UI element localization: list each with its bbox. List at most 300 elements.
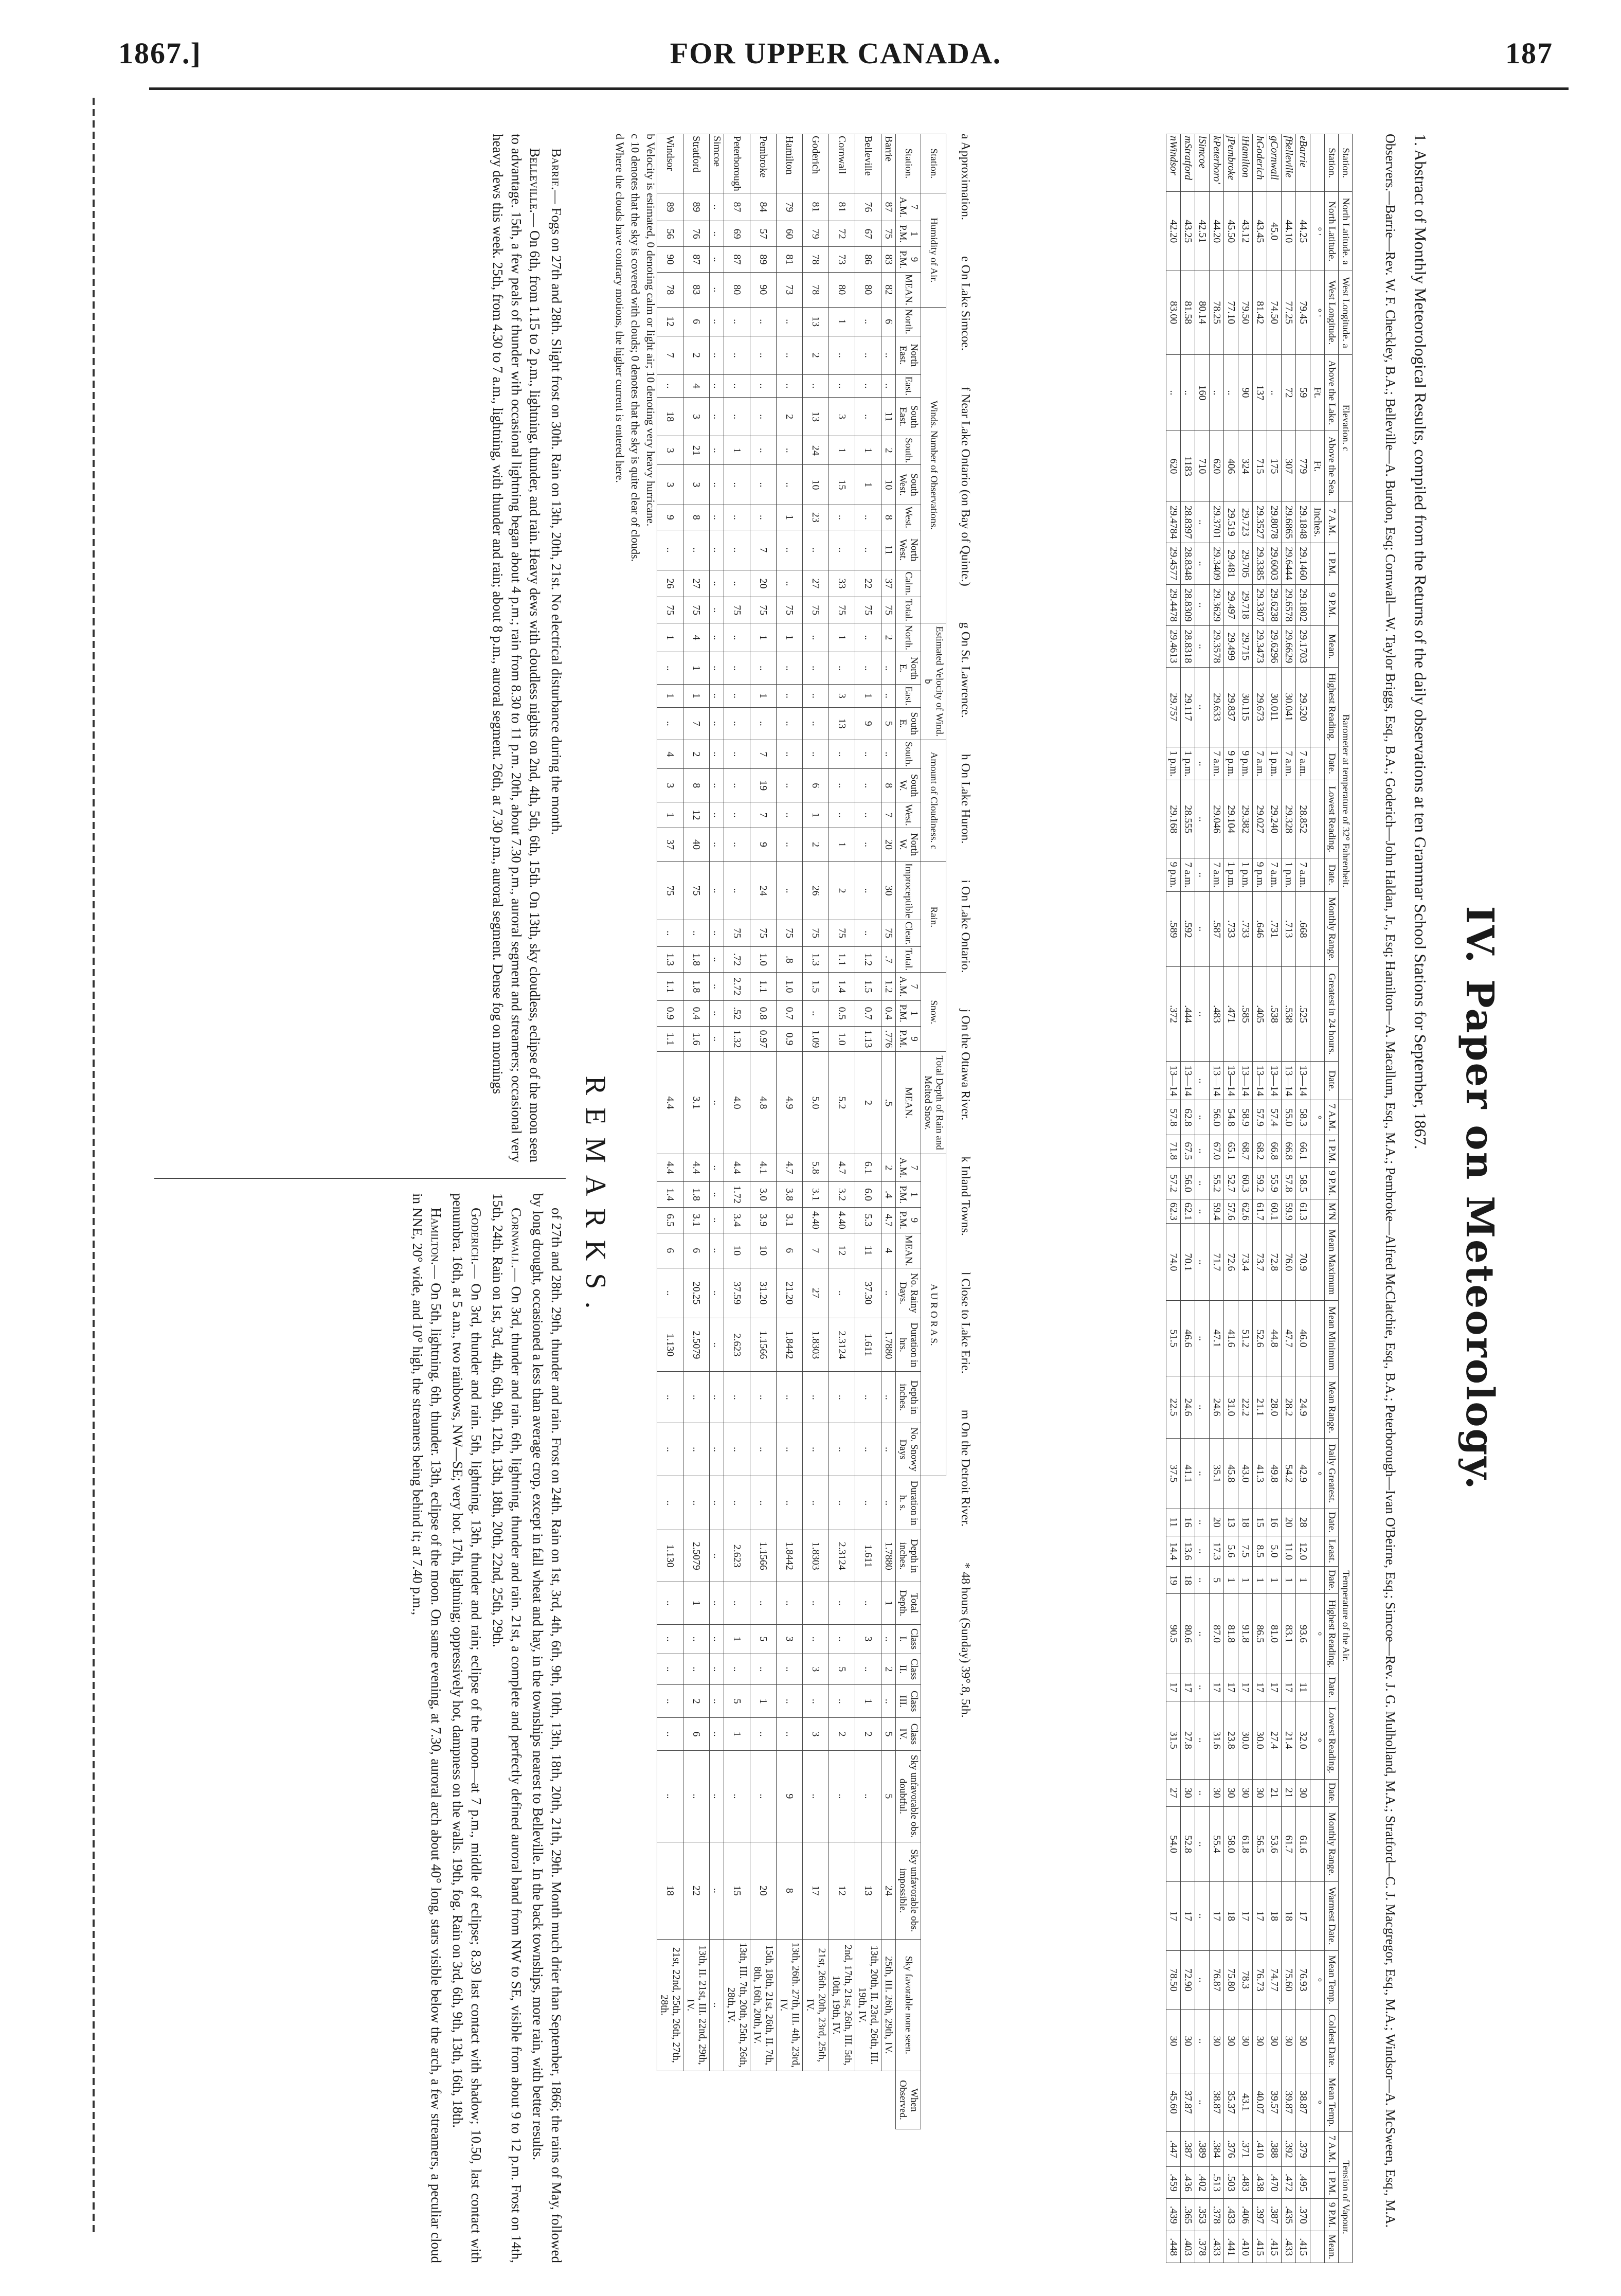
table-cell: 5.2 xyxy=(829,1052,855,1154)
table1-column-header: Mean. xyxy=(1325,626,1339,668)
table-cell: 29.633 xyxy=(1210,667,1224,747)
table-cell: 29.3527 xyxy=(1253,501,1267,543)
table-cell: 30.041 xyxy=(1282,667,1296,747)
table-cell: 1 p.m. xyxy=(1238,858,1253,891)
table-row xyxy=(1166,134,1181,2263)
table1-unit-cell xyxy=(1310,1167,1325,1199)
table-cell: .. xyxy=(855,828,881,862)
table-cell: 7 a.m. xyxy=(1181,858,1195,891)
table-cell: 1.3 xyxy=(803,946,829,973)
table-cell: 2.623 xyxy=(724,1530,750,1582)
table2-column-header: 1 P.M. xyxy=(896,221,921,247)
table-cell: 1.5 xyxy=(855,973,881,1001)
table-cell: .. xyxy=(1195,1807,1210,1882)
table-cell: .. xyxy=(855,768,881,802)
table-cell: 71.7 xyxy=(1210,1224,1224,1301)
table-cell: 44.25 xyxy=(1296,192,1310,271)
table1-column-header: Above the Lake. xyxy=(1325,354,1339,431)
table-cell: 5 xyxy=(881,707,896,740)
table-cell: 72.8 xyxy=(1267,1224,1282,1301)
table-cell: .. xyxy=(710,597,724,623)
table-cell: 29.382 xyxy=(1238,780,1253,858)
table-cell: 1 xyxy=(881,1582,896,1625)
header-page-number: 187 xyxy=(1505,37,1553,70)
table-cell: 41.6 xyxy=(1224,1301,1238,1376)
table1-group-header: Tension of Vapour. xyxy=(1339,2132,1353,2263)
table-cell: 20 xyxy=(750,1842,777,1940)
table-cell: 8 xyxy=(683,505,710,530)
table-cell: 42.9 xyxy=(1296,1439,1310,1509)
table-cell: .. xyxy=(724,685,750,707)
table1-column-header: 7 A.M. xyxy=(1325,1100,1339,1135)
table1-column-header: 9 P.M. xyxy=(1325,1167,1339,1199)
table1-column-header: 7 A.M. xyxy=(1325,501,1339,543)
table-cell: 1183 xyxy=(1181,431,1195,501)
header-year: 1867.] xyxy=(118,37,202,70)
table-cell: 72 xyxy=(829,221,855,247)
table2-column-header: Improceptible xyxy=(896,862,921,920)
table-cell: 67.5 xyxy=(1181,1135,1195,1167)
table-cell: 75 xyxy=(657,862,683,920)
table-row xyxy=(657,134,683,2129)
table-cell: 31.5 xyxy=(1166,1701,1181,1779)
table1-unit-cell xyxy=(1310,134,1325,192)
table-cell: 87.0 xyxy=(1210,1594,1224,1674)
table1-column-header: Station. xyxy=(1325,134,1339,192)
table-cell: 29.6238 xyxy=(1267,584,1282,626)
footnote-item: k Inland Towns. xyxy=(959,1156,972,1236)
table-cell: .. xyxy=(724,623,750,652)
table-cell: .733 xyxy=(1224,891,1238,966)
table-cell: 31.6 xyxy=(1210,1701,1224,1779)
table-cell: 12 xyxy=(657,307,683,336)
remark-paragraph xyxy=(408,1193,445,2263)
table-cell: 4.1 xyxy=(750,1154,777,1182)
table-cell: .. xyxy=(1195,1100,1210,1135)
table-cell: .. xyxy=(724,336,750,374)
table-cell: .. xyxy=(750,1582,777,1625)
table-cell: 15 xyxy=(724,1842,750,1940)
table-cell: .733 xyxy=(1238,891,1253,966)
table-cell: 11 xyxy=(1296,1674,1310,1701)
table-cell: .. xyxy=(724,465,750,505)
table-row xyxy=(1210,134,1224,2263)
table-cell: 6 xyxy=(777,1233,803,1268)
table-cell: .. xyxy=(1195,543,1210,585)
table-cell: .. xyxy=(777,1685,803,1718)
table-cell: 4.0 xyxy=(724,1052,750,1154)
table-cell: .. xyxy=(710,652,724,685)
table-cell: 0.7 xyxy=(855,1000,881,1026)
table-cell: 1.611 xyxy=(855,1530,881,1582)
table-cell: 1.611 xyxy=(855,1318,881,1372)
table2-footnotes xyxy=(612,134,658,2263)
table-cell: 41.1 xyxy=(1181,1439,1195,1509)
table-cell: 56.0 xyxy=(1210,1100,1224,1135)
table-cell: 20 xyxy=(881,828,896,862)
table2-column-header: Total. xyxy=(896,946,921,973)
table-cell: 24.6 xyxy=(1210,1376,1224,1438)
table-cell: 29.3473 xyxy=(1253,626,1267,668)
table-cell: 73.7 xyxy=(1253,1224,1267,1301)
table-cell: 22 xyxy=(683,1842,710,1940)
table-cell: .. xyxy=(1195,584,1210,626)
table-cell: .. xyxy=(724,1582,750,1625)
remark-station-name: Cornwall. xyxy=(509,1208,524,1268)
table-cell: 29.6865 xyxy=(1282,501,1296,543)
table-row xyxy=(1195,134,1210,2263)
table2-column-header: South E. xyxy=(896,707,921,740)
table-cell: .. xyxy=(657,1685,683,1718)
table-cell: .. xyxy=(855,1423,881,1476)
table-cell: 15th, 18th, 21st, 26th, II. 7th, 8th, 16th, 20th, IV. xyxy=(750,1939,777,2071)
table-cell: .. xyxy=(657,1423,683,1476)
table-cell: .. xyxy=(710,973,724,1001)
table-cell: .. xyxy=(724,530,750,570)
table2-group-header: Rain. xyxy=(921,862,946,973)
table2-column-header: Class III. xyxy=(896,1685,921,1718)
barometer-temperature-table xyxy=(1166,134,1353,2263)
table-cell: .. xyxy=(803,1423,829,1476)
table-cell: 0.9 xyxy=(777,1026,803,1052)
table-cell: 71.8 xyxy=(1166,1135,1181,1167)
table-cell: .. xyxy=(777,1423,803,1476)
table-cell: 13—14 xyxy=(1267,1062,1282,1100)
table-cell: .. xyxy=(710,685,724,707)
remark-paragraph xyxy=(547,134,566,1162)
table-cell: 17 xyxy=(1166,1674,1181,1701)
table-cell: .7 xyxy=(881,946,896,973)
table-cell: 68.7 xyxy=(1238,1135,1253,1167)
table1-unit-cell: ° ' xyxy=(1310,192,1325,271)
table-cell: 44.20 xyxy=(1210,192,1224,271)
table1-unit-cell xyxy=(1310,1566,1325,1593)
table-cell: 2 xyxy=(829,862,855,920)
table-cell: 28.2 xyxy=(1282,1376,1296,1438)
table-cell: 90 xyxy=(657,247,683,273)
table-cell: 17 xyxy=(1253,1674,1267,1701)
table-cell: .. xyxy=(710,1207,724,1233)
table-cell: .. xyxy=(657,1718,683,1750)
table-cell: 74.50 xyxy=(1267,271,1282,355)
station-name: Hamilton xyxy=(777,134,803,193)
table-cell: .415 xyxy=(1253,2231,1267,2263)
table-cell: .. xyxy=(750,336,777,374)
table-cell: .483 xyxy=(1210,966,1224,1062)
table-cell: .403 xyxy=(1181,2231,1195,2263)
remark-station-name: Barrie. xyxy=(549,148,564,190)
table-cell: 29.723 xyxy=(1238,501,1253,543)
table2-column-header: North. xyxy=(896,623,921,652)
table-cell: 29.3701 xyxy=(1210,501,1224,543)
table-cell: 35.37 xyxy=(1224,2073,1238,2132)
table-cell: .. xyxy=(724,862,750,920)
table-cell: .. xyxy=(777,1654,803,1685)
table-cell: 28 xyxy=(1296,1509,1310,1536)
table-cell: .. xyxy=(1195,1224,1210,1301)
table-cell: 29.4478 xyxy=(1166,584,1181,626)
table-cell: .. xyxy=(710,740,724,768)
table-cell: .. xyxy=(1224,354,1238,431)
table-cell: .. xyxy=(855,505,881,530)
table-cell: 80 xyxy=(855,272,881,307)
table-cell: .. xyxy=(1195,667,1210,747)
table1-unit-cell xyxy=(1310,2166,1325,2199)
table-cell: .. xyxy=(683,920,710,946)
table-cell: 43.1 xyxy=(1238,2073,1253,2132)
table-cell: 21 xyxy=(1282,1779,1296,1806)
table-cell: 58.3 xyxy=(1296,1100,1310,1135)
table-cell: 8 xyxy=(881,768,896,802)
table-cell: 18 xyxy=(657,398,683,436)
table-cell: 1.1566 xyxy=(750,1530,777,1582)
table-cell: 59 xyxy=(1296,354,1310,431)
table-cell: 5.0 xyxy=(803,1052,829,1154)
table-cell: 62.3 xyxy=(1166,1199,1181,1224)
table-cell: 3.1 xyxy=(683,1207,710,1233)
table-cell: 28.8397 xyxy=(1181,501,1195,543)
table-cell: 76.87 xyxy=(1210,1950,1224,2010)
table-cell: .. xyxy=(750,1476,777,1530)
table-cell: .. xyxy=(855,802,881,828)
table-cell: 5 xyxy=(881,1750,896,1842)
table-row xyxy=(1267,134,1282,2263)
table1-column-header: Highest Reading. xyxy=(1325,667,1339,747)
table-cell: .388 xyxy=(1267,2132,1282,2166)
table2-group-header: A U R O R A S. xyxy=(921,1154,946,1476)
table-cell: .447 xyxy=(1166,2132,1181,2166)
table-row xyxy=(881,134,896,2129)
table-cell: .. xyxy=(683,1624,710,1654)
table-cell: 29.1460 xyxy=(1296,543,1310,585)
table-cell: .387 xyxy=(1267,2199,1282,2231)
table-cell: 324 xyxy=(1238,431,1253,501)
table-cell: 3.8 xyxy=(777,1182,803,1208)
table-cell: .. xyxy=(829,768,855,802)
table-cell: .. xyxy=(1195,2073,1210,2132)
table-cell: .. xyxy=(855,623,881,652)
table-cell: .. xyxy=(710,221,724,247)
table-cell: 8.5 xyxy=(1253,1536,1267,1566)
column-divider xyxy=(154,1178,566,1179)
table2-group-header: Snow. xyxy=(921,973,946,1052)
table-cell: .. xyxy=(710,1233,724,1268)
table-cell: 45.60 xyxy=(1166,2073,1181,2132)
table1-group-header: Temperature of the Air. xyxy=(1339,1100,1353,2132)
table-cell: .. xyxy=(829,1750,855,1842)
footnote-item: m On the Detroit River. xyxy=(959,1409,972,1527)
binding-rule xyxy=(93,98,95,2232)
table-cell: 4 xyxy=(683,374,710,397)
table-cell: .. xyxy=(829,1476,855,1530)
table-cell: 13—14 xyxy=(1181,1062,1195,1100)
table-cell: .585 xyxy=(1238,966,1253,1062)
table-cell: 30 xyxy=(1224,2010,1238,2073)
table-cell: 37.59 xyxy=(724,1268,750,1318)
table1-unit-cell: ° xyxy=(1310,2073,1325,2132)
table-cell: 73.4 xyxy=(1238,1224,1253,1301)
table-cell: 1.09 xyxy=(803,1026,829,1052)
remark-text: — On 3rd, thunder and rain. 6th, lightning, thunder and rain. 21st, a complete and perfectly defined auroral band from NW to SE, visible from about 9 to 12 p.m. Frost on 14th, 15th, 24th. Rain on 1st, 3rd, 4th, 6th, 9th, 12th, 13th, 18th, 20th, 22nd, 25th, 29th. xyxy=(490,1193,524,2263)
remark-paragraph xyxy=(489,1193,526,2263)
table-cell: 2 xyxy=(683,740,710,768)
remark-paragraph xyxy=(448,1193,485,2263)
table-cell: 1.1 xyxy=(657,1026,683,1052)
table-cell: .592 xyxy=(1181,891,1195,966)
table-cell: 7 a.m. xyxy=(1296,858,1310,891)
table-cell: 75 xyxy=(881,920,896,946)
table-cell: 1.4 xyxy=(829,973,855,1001)
table-cell: .. xyxy=(724,307,750,336)
table-cell: .. xyxy=(881,336,896,374)
footnote-item: f Near Lake Ontario (on Bay of Quinte.) xyxy=(959,386,972,586)
table-cell: 18 xyxy=(1267,1881,1282,1950)
table-cell: .. xyxy=(803,1372,829,1423)
table-cell: 89 xyxy=(657,193,683,221)
table-cell: .. xyxy=(1195,1701,1210,1779)
table-cell: .. xyxy=(724,802,750,828)
table1-column-header: Highest Reading. xyxy=(1325,1594,1339,1674)
table-cell: .. xyxy=(803,1582,829,1625)
table-cell: 52.6 xyxy=(1253,1301,1267,1376)
table-cell: .. xyxy=(1195,626,1210,668)
table-cell: 66.1 xyxy=(1296,1135,1310,1167)
table-cell: 1 xyxy=(1282,1566,1296,1593)
table-cell: .. xyxy=(710,272,724,307)
table-cell: 12 xyxy=(683,802,710,828)
table-cell: 3 xyxy=(803,1654,829,1685)
table2-column-header: South W. xyxy=(896,768,921,802)
table-cell: .. xyxy=(777,1476,803,1530)
table-cell: 5 xyxy=(1210,1566,1224,1593)
table-cell: 39.57 xyxy=(1267,2073,1282,2132)
table-cell: 1 xyxy=(750,685,777,707)
table1-column-header: Date. xyxy=(1325,1062,1339,1100)
table-cell: 1.0 xyxy=(829,1026,855,1052)
table-cell: 80.6 xyxy=(1181,1594,1195,1674)
table-cell: 45.50 xyxy=(1224,192,1238,271)
table-cell: .. xyxy=(777,307,803,336)
table-row xyxy=(1238,134,1253,2263)
table-cell: 3.1 xyxy=(777,1207,803,1233)
table-cell: .. xyxy=(710,570,724,597)
table1-unit-cell xyxy=(1310,858,1325,891)
table-cell: .. xyxy=(710,1530,724,1582)
table-cell: 10 xyxy=(750,1233,777,1268)
table-cell: 80.14 xyxy=(1195,271,1210,355)
table2-column-header: Calm. xyxy=(896,570,921,597)
table-cell: 1.8303 xyxy=(803,1318,829,1372)
table2-column-header: Total. xyxy=(896,597,921,623)
table-cell: .. xyxy=(724,768,750,802)
table-cell: 75 xyxy=(829,920,855,946)
table-cell: .. xyxy=(881,1476,896,1530)
table-cell: 43.12 xyxy=(1238,192,1253,271)
table-cell: 1.7880 xyxy=(881,1530,896,1582)
table1-column-header: Mean Temp. xyxy=(1325,1950,1339,2010)
cloudiness-footnote: c 10 denotes that the sky is covered with clouds; 0 denotes that the sky is quite clear of clouds. xyxy=(629,134,642,562)
table-cell: .353 xyxy=(1195,2199,1210,2231)
table-cell: .372 xyxy=(1166,966,1181,1062)
table-cell: 77.10 xyxy=(1224,271,1238,355)
table-cell: .. xyxy=(881,1268,896,1318)
table-cell: .. xyxy=(829,802,855,828)
table-cell: 28.0 xyxy=(1267,1376,1282,1438)
table-cell: 3 xyxy=(829,685,855,707)
table-cell: 7 xyxy=(683,707,710,740)
table-cell: .. xyxy=(710,1939,724,2071)
table-cell: 59.9 xyxy=(1282,1199,1296,1224)
table-cell: .441 xyxy=(1224,2231,1238,2263)
table1-unit-cell xyxy=(1310,2132,1325,2166)
table-cell: 1 xyxy=(657,802,683,828)
table-cell: 18 xyxy=(1238,1509,1253,1536)
table-cell: 9 xyxy=(750,828,777,862)
table-cell: 11 xyxy=(1166,1509,1181,1536)
table-cell: 29.673 xyxy=(1253,667,1267,747)
table-cell: .. xyxy=(657,374,683,397)
table-row xyxy=(1224,134,1238,2263)
table-cell: 3 xyxy=(855,1624,881,1654)
table-cell: 6.0 xyxy=(855,1182,881,1208)
table-cell: .. xyxy=(710,1842,724,1940)
station-name: hGoderich xyxy=(1253,134,1267,192)
table-cell: 7 a.m. xyxy=(1282,747,1296,780)
table-cell: .776 xyxy=(881,1026,896,1052)
table1-unit-cell: Ft. xyxy=(1310,431,1325,501)
table1-units-row xyxy=(1310,134,1325,2263)
table-cell: 1.1 xyxy=(657,973,683,1001)
table1-column-header: Monthly Range. xyxy=(1325,1807,1339,1882)
table-cell: .. xyxy=(657,920,683,946)
table-cell: 29.027 xyxy=(1253,780,1267,858)
table-cell: .72 xyxy=(724,946,750,973)
table-cell: 11 xyxy=(881,530,896,570)
table-cell: .. xyxy=(710,623,724,652)
table-cell: 17 xyxy=(1224,1674,1238,1701)
table-cell: 7 a.m. xyxy=(1296,747,1310,780)
table-cell: 17 xyxy=(1282,1674,1296,1701)
footnote-item: a Approximation. xyxy=(959,134,972,220)
table1-unit-cell xyxy=(1310,891,1325,966)
table-cell: 59.2 xyxy=(1253,1167,1267,1199)
table-cell: 68.2 xyxy=(1253,1135,1267,1167)
table1-unit-cell xyxy=(1310,1301,1325,1376)
table-cell: 47.7 xyxy=(1282,1301,1296,1376)
table1-column-header: Date. xyxy=(1325,1779,1339,1806)
table-cell: 30 xyxy=(1282,2010,1296,2073)
table-cell: 21 xyxy=(1267,1779,1282,1806)
table1-column-header-row xyxy=(1325,134,1339,2263)
table-cell: 81 xyxy=(829,193,855,221)
remark-text: — Fogs on 27th and 28th. Slight frost on 30th. Rain on 13th, 20th, 21st. No electrical disturbance during the month. xyxy=(549,190,564,835)
table-cell: 21st, 26th. 20th, 23rd, 25th, IV. xyxy=(803,1939,829,2071)
table-cell: 5 xyxy=(750,1624,777,1654)
table-cell: .. xyxy=(750,707,777,740)
table-cell: .. xyxy=(710,1372,724,1423)
table-cell: .. xyxy=(683,1750,710,1842)
table-cell: 4.40 xyxy=(829,1207,855,1233)
table-cell: 6 xyxy=(803,768,829,802)
header-title: FOR UPPER CANADA. xyxy=(670,37,1002,70)
table1-unit-cell: Inches. xyxy=(1310,501,1325,543)
table-cell: 23 xyxy=(803,505,829,530)
table-cell: .. xyxy=(683,530,710,570)
table-cell: 1.6 xyxy=(683,1026,710,1052)
table-cell: 76 xyxy=(683,221,710,247)
table-cell: 1 xyxy=(855,685,881,707)
table-cell: 13.6 xyxy=(1181,1536,1195,1566)
